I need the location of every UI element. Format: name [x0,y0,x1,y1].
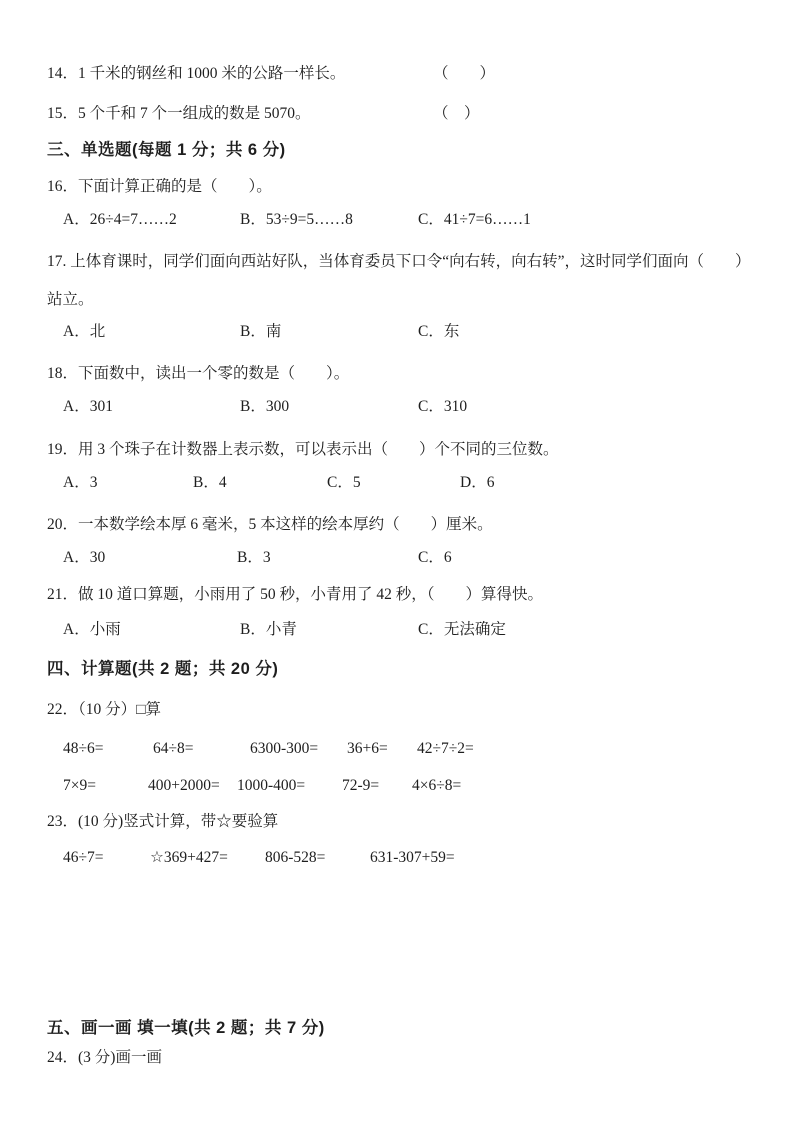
expression: 64÷8= [153,740,194,757]
question-16-options [0,209,793,231]
section-3-heading: 三、单选题(每题 1 分；共 6 分) [47,141,286,159]
question-22-row2 [0,775,793,797]
question-22-label: 22．（10 分）□算 [47,701,161,718]
question-17-stem-line1: 17. 上体育课时，同学们面向西站好队，当体育委员下口令“向右转，向右转”，这时同学们面向（ ） [47,253,751,270]
question-15-answer-blank: （ ） [433,105,480,122]
question-21-option-c: C．无法确定 [418,621,506,638]
expression: 72-9= [342,777,380,794]
expression: 42÷7÷2= [417,740,474,757]
question-18-option-b: B．300 [240,398,290,415]
expression: 7×9= [63,777,96,794]
expression: 806-528= [265,849,326,866]
question-21-stem: 21．做 10 道口算题，小雨用了 50 秒，小青用了 42 秒，（ ）算得快。 [47,586,544,603]
question-18-stem: 18．下面数中，读出一个零的数是（ ）。 [47,365,350,382]
question-18-options [0,396,793,418]
question-16-option-c: C．41÷7=6……1 [418,211,531,228]
question-19-options [0,472,793,494]
expression: 1000-400= [237,777,306,794]
expression: 631-307+59= [370,849,455,866]
question-23-row [0,847,793,869]
expression: 4×6÷8= [412,777,462,794]
question-21-option-b: B．小青 [240,621,297,638]
question-19-option-d: D．6 [460,474,495,491]
question-15 [0,103,793,125]
question-17-stem-line2: 站立。 [47,291,94,308]
question-16-option-b: B．53÷9=5……8 [240,211,353,228]
question-23-label: 23．(10 分)竖式计算，带☆要验算 [47,813,279,830]
expression: 6300-300= [250,740,319,757]
question-14 [0,63,793,85]
question-18-option-a: A．301 [63,398,113,415]
expression: 36+6= [347,740,388,757]
section-4-heading: 四、计算题(共 2 题；共 20 分) [47,660,279,678]
question-20-option-b: B．3 [237,549,271,566]
question-15-text: 15．5 个千和 7 个一组成的数是 5070。 [47,105,311,122]
question-14-text: 14．1 千米的钢丝和 1000 米的公路一样长。 [47,65,346,82]
question-16-option-a: A．26÷4=7……2 [63,211,177,228]
question-17-option-a: A．北 [63,323,106,340]
question-19-option-a: A．3 [63,474,98,491]
question-18-option-c: C．310 [418,398,468,415]
question-24-label: 24．(3 分)画一画 [47,1049,162,1066]
question-20-options [0,547,793,569]
question-16-stem: 16．下面计算正确的是（ ）。 [47,178,272,195]
question-21-option-a: A．小雨 [63,621,121,638]
question-14-answer-blank: （ ） [433,65,496,82]
section-5-heading: 五、画一画 填一填(共 2 题；共 7 分) [47,1019,325,1037]
question-17-option-b: B．南 [240,323,282,340]
question-21-options [0,619,793,641]
expression: ☆369+427= [150,849,228,866]
expression: 400+2000= [148,777,220,794]
question-20-option-c: C．6 [418,549,452,566]
question-19-stem: 19．用 3 个珠子在计数器上表示数，可以表示出（ ）个不同的三位数。 [47,441,559,458]
expression: 48÷6= [63,740,104,757]
question-17-option-c: C．东 [418,323,460,340]
question-17-options [0,321,793,343]
question-19-option-b: B．4 [193,474,227,491]
question-19-option-c: C．5 [327,474,361,491]
expression: 46÷7= [63,849,104,866]
question-20-stem: 20．一本数学绘本厚 6 毫米，5 本这样的绘本厚约（ ）厘米。 [47,516,493,533]
question-22-row1 [0,738,793,760]
question-20-option-a: A．30 [63,549,106,566]
